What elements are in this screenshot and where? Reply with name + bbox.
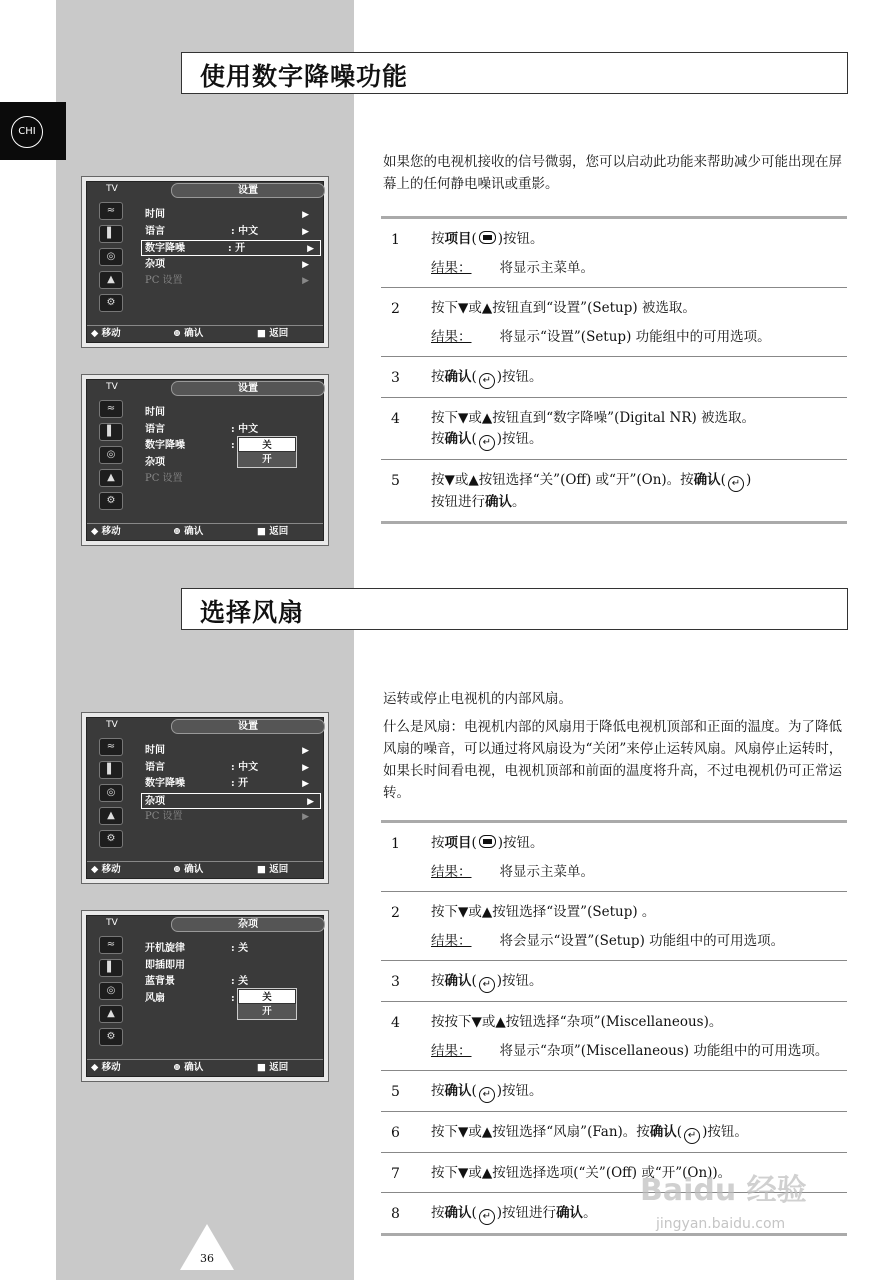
tv-screen (86, 717, 324, 879)
channel-icon: ▲ (99, 807, 123, 825)
section2-title-box (181, 588, 848, 630)
step-number: 3 (391, 370, 400, 386)
picture-icon: ▌ (99, 959, 123, 977)
enter-key-icon: ↵ (684, 1128, 700, 1144)
tv-menu-item-label: 语言 (145, 225, 165, 237)
tv-menu-item-value: : 中文 (231, 225, 259, 237)
step-2 (381, 891, 847, 960)
antenna-icon: ≈ (99, 936, 123, 954)
step-number: 7 (391, 1166, 400, 1182)
picture-icon: ▌ (99, 225, 123, 243)
tv-menu-item-label: PC 设置 (145, 473, 183, 484)
result-text: 将显示“杂项”(Miscellaneous) 功能组中的可用选项。 (499, 1043, 829, 1059)
channel-icon: ▲ (99, 1005, 123, 1023)
step-result (431, 862, 847, 883)
tv-menu-item-value: : 中文 (231, 761, 259, 773)
enter-key-icon: ↵ (479, 435, 495, 451)
step-3 (381, 960, 847, 1001)
tv-menu-item-label: PC 设置 (145, 275, 183, 286)
enter-key-icon: ↵ (479, 1087, 495, 1103)
tv-menu-item-label: 数字降噪 (145, 440, 185, 451)
tv-footer-enter: ⊕ 确认 (173, 864, 204, 875)
step-number: 4 (391, 1015, 400, 1031)
tv-menu-item-label: 杂项 (145, 258, 165, 270)
step-4 (381, 1001, 847, 1070)
section2-intro (383, 688, 843, 810)
step-result (431, 1041, 847, 1062)
sound-icon: ◎ (99, 784, 123, 802)
chevron-right-icon: ▶ (307, 796, 314, 807)
chevron-right-icon: ▶ (302, 226, 309, 237)
tv-menu-item-value: : 开 (231, 778, 249, 789)
step-2 (381, 287, 847, 356)
step-number: 8 (391, 1206, 400, 1222)
tv-menu-item-label: 语言 (145, 761, 165, 773)
step-number: 2 (391, 905, 400, 921)
step-text: 按确认( ↵ )按钮。 (431, 1081, 847, 1103)
tv-menu-item[interactable] (145, 257, 315, 273)
setup-icon: ⚙ (99, 830, 123, 848)
tv-footer-return: ■ 返回 (257, 864, 289, 875)
tv-menu-item-value: : 中文 (231, 423, 259, 435)
step-number: 2 (391, 301, 400, 317)
enter-key-icon: ↵ (479, 977, 495, 993)
tv-menu-item-label: 时间 (145, 745, 165, 756)
section1-intro-text: 如果您的电视机接收的信号微弱，您可以启动此功能来帮助减少可能出现在屏幕上的任何静电噪讯或重影。 (383, 154, 842, 192)
tv-menu-item[interactable] (145, 809, 315, 825)
tv-footer-enter: ⊕ 确认 (173, 526, 204, 537)
step-number: 6 (391, 1125, 400, 1141)
tv-menu-item-label: 即插即用 (145, 959, 185, 971)
tv-popup-options[interactable] (237, 436, 297, 468)
step-number: 3 (391, 974, 400, 990)
chevron-right-icon: ▶ (302, 276, 309, 286)
tv-menu-item-label: 时间 (145, 209, 165, 220)
tv-label: TV (106, 184, 118, 194)
step-1 (381, 219, 847, 287)
result-text: 将显示“设置”(Setup) 功能组中的可用选项。 (499, 329, 771, 345)
tv-menu-item[interactable] (145, 273, 315, 289)
tv-menu-item-label: 杂项 (145, 795, 165, 807)
step-5 (381, 459, 847, 521)
setup-icon: ⚙ (99, 1028, 123, 1046)
tv-menu-item[interactable] (145, 760, 315, 776)
result-text: 将会显示“设置”(Setup) 功能组中的可用选项。 (499, 933, 785, 949)
picture-icon: ▌ (99, 423, 123, 441)
tv-popup-option[interactable]: 关 (238, 989, 296, 1004)
section1-title: 使用数字降噪功能 (200, 62, 409, 91)
tv-footer (87, 861, 323, 878)
language-tab-label: CHI (11, 116, 43, 148)
tv-footer (87, 325, 323, 342)
picture-icon: ▌ (99, 761, 123, 779)
step-number: 5 (391, 473, 400, 489)
enter-key-icon: ↵ (479, 373, 495, 389)
tv-menu-item[interactable] (145, 224, 315, 240)
tv-menu-item-value: : 开 (228, 243, 246, 254)
result-label: 结果： (431, 933, 472, 949)
step-text: 按下▼或▲按钮选择选项(“关”(Off) 或“开”(On))。 (431, 1165, 732, 1181)
chevron-right-icon: ▶ (307, 244, 314, 254)
tv-footer (87, 1059, 323, 1076)
antenna-icon: ≈ (99, 202, 123, 220)
step-text: 按确认( ↵ )按钮进行确认。 (431, 1203, 847, 1225)
enter-key-icon: ↵ (728, 476, 744, 492)
tv-menu-item[interactable] (141, 240, 321, 256)
tv-footer-move: ◆ 移动 (91, 526, 121, 537)
step-text: 按下▼或▲按钮直到“数字降噪”(Digital NR) 被选取。 (431, 410, 756, 426)
step-6 (381, 1111, 847, 1152)
tv-menu-misc (81, 910, 329, 1082)
tv-footer-return: ■ 返回 (257, 1062, 289, 1073)
tv-menu-item-value: : (231, 992, 235, 1004)
setup-icon: ⚙ (99, 294, 123, 312)
tv-footer-enter: ⊕ 确认 (173, 1062, 204, 1073)
tv-menu-item[interactable] (145, 405, 315, 421)
chevron-right-icon: ▶ (302, 746, 309, 756)
tv-label: TV (106, 382, 118, 392)
language-tab (0, 102, 66, 160)
tv-menu-title: 设置 (171, 381, 325, 396)
result-text: 将显示主菜单。 (499, 260, 594, 276)
tv-menu-item-label: 语言 (145, 423, 165, 435)
tv-menu-item-value: : (231, 440, 235, 451)
tv-menu-item[interactable] (145, 471, 315, 487)
chevron-right-icon: ▶ (302, 210, 309, 220)
tv-label: TV (106, 918, 118, 928)
step-text: 按确认( ↵ )按钮。 (431, 971, 847, 993)
tv-menu-item[interactable] (145, 207, 315, 223)
step-number: 1 (391, 836, 400, 852)
tv-menu-item-label: 数字降噪 (145, 243, 185, 254)
tv-footer-return: ■ 返回 (257, 328, 289, 339)
tv-menu-item-label: 数字降噪 (145, 778, 185, 789)
step-text: 按下▼或▲按钮选择“风扇”(Fan)。按确认( ↵ )按钮。 (431, 1122, 847, 1144)
tv-menu-setup-1 (81, 176, 329, 348)
result-text: 将显示主菜单。 (499, 864, 594, 880)
tv-menu-item[interactable] (141, 793, 321, 809)
section1-steps (381, 216, 847, 524)
tv-footer-move: ◆ 移动 (91, 328, 121, 339)
page-number: 36 (200, 1252, 214, 1265)
step-text: 按▼或▲按钮选择“关”(Off) 或“开”(On)。按确认( ↵ ) (431, 470, 847, 492)
tv-footer-move: ◆ 移动 (91, 1062, 121, 1073)
section2-intro-text-2: 什么是风扇：电视机内部的风扇用于降低电视机顶部和正面的温度。为了降低风扇的噪音，可以通过将风扇设为“关闭”来停止运转风扇。风扇停止运转时，如果长时间看电视，电视机顶部和前面的温度将升高，不过电视机仍可正常运转。 (383, 719, 843, 801)
tv-menu-setup-2 (81, 374, 329, 546)
tv-menu-item[interactable] (145, 941, 315, 957)
step-text: 按确认( ↵ )按钮。 (431, 429, 847, 451)
tv-menu-title: 设置 (171, 719, 325, 734)
sound-icon: ◎ (99, 982, 123, 1000)
result-label: 结果： (431, 260, 472, 276)
step-text: 按确认( ↵ )按钮。 (431, 367, 847, 389)
menu-key-icon (479, 231, 496, 244)
chevron-right-icon: ▶ (302, 812, 309, 822)
chevron-right-icon: ▶ (302, 762, 309, 773)
step-number: 5 (391, 1084, 400, 1100)
tv-footer-return: ■ 返回 (257, 526, 289, 537)
tv-footer-enter: ⊕ 确认 (173, 328, 204, 339)
step-number: 4 (391, 411, 400, 427)
tv-menu-item-label: PC 设置 (145, 811, 183, 822)
tv-screen (86, 915, 324, 1077)
tv-popup-option[interactable]: 开 (262, 1006, 272, 1017)
step-number: 1 (391, 232, 400, 248)
tv-menu-item[interactable] (145, 776, 315, 792)
chevron-right-icon: ▶ (302, 259, 309, 270)
antenna-icon: ≈ (99, 400, 123, 418)
tv-popup-options[interactable] (237, 988, 297, 1020)
step-text: 按下▼或▲按钮直到“设置”(Setup) 被选取。 (431, 300, 696, 316)
step-text: 按项目( )按钮。 (431, 231, 544, 247)
step-1 (381, 823, 847, 891)
step-3 (381, 356, 847, 397)
channel-icon: ▲ (99, 469, 123, 487)
section1-intro (383, 151, 843, 201)
watermark-logo: Baidu 经验 (640, 1173, 807, 1208)
step-5 (381, 1070, 847, 1111)
section2-title: 选择风扇 (200, 598, 305, 627)
tv-label: TV (106, 720, 118, 730)
tv-screen (86, 181, 324, 343)
tv-screen (86, 379, 324, 541)
section1-title-box (181, 52, 848, 94)
step-text: 按项目( )按钮。 (431, 835, 544, 851)
step-result (431, 931, 847, 952)
tv-menu-item-label: 时间 (145, 407, 165, 418)
tv-menu-item-value: : 关 (231, 976, 249, 987)
antenna-icon: ≈ (99, 738, 123, 756)
tv-popup-option[interactable]: 关 (238, 437, 296, 452)
chevron-right-icon: ▶ (302, 779, 309, 789)
tv-menu-item-label: 杂项 (145, 456, 165, 468)
tv-menu-item-label: 开机旋律 (145, 943, 185, 954)
tv-menu-title: 设置 (171, 183, 325, 198)
channel-icon: ▲ (99, 271, 123, 289)
watermark-url: jingyan.baidu.com (656, 1216, 786, 1232)
menu-key-icon (479, 835, 496, 848)
tv-menu-item-label: 风扇 (145, 992, 165, 1004)
tv-menu-title: 杂项 (171, 917, 325, 932)
tv-menu-setup-3 (81, 712, 329, 884)
section2-intro-text-1: 运转或停止电视机的内部风扇。 (383, 691, 572, 707)
enter-key-icon: ↵ (479, 1209, 495, 1225)
sound-icon: ◎ (99, 248, 123, 266)
result-label: 结果： (431, 329, 472, 345)
result-label: 结果： (431, 864, 472, 880)
step-result (431, 258, 847, 279)
step-text: 按钮进行确认。 (431, 494, 526, 510)
step-text: 按下▼或▲按钮选择“设置”(Setup) 。 (431, 904, 656, 920)
tv-menu-item[interactable] (145, 958, 315, 974)
step-4 (381, 397, 847, 459)
tv-menu-item[interactable] (145, 743, 315, 759)
tv-footer-move: ◆ 移动 (91, 864, 121, 875)
step-text: 按按下▼或▲按钮选择“杂项”(Miscellaneous)。 (431, 1014, 723, 1030)
tv-menu-item-value: : 关 (231, 943, 249, 954)
tv-popup-option[interactable]: 开 (262, 454, 272, 465)
step-result (431, 327, 847, 348)
tv-footer (87, 523, 323, 540)
sound-icon: ◎ (99, 446, 123, 464)
tv-menu-item-label: 蓝背景 (145, 976, 175, 987)
result-label: 结果： (431, 1043, 472, 1059)
setup-icon: ⚙ (99, 492, 123, 510)
